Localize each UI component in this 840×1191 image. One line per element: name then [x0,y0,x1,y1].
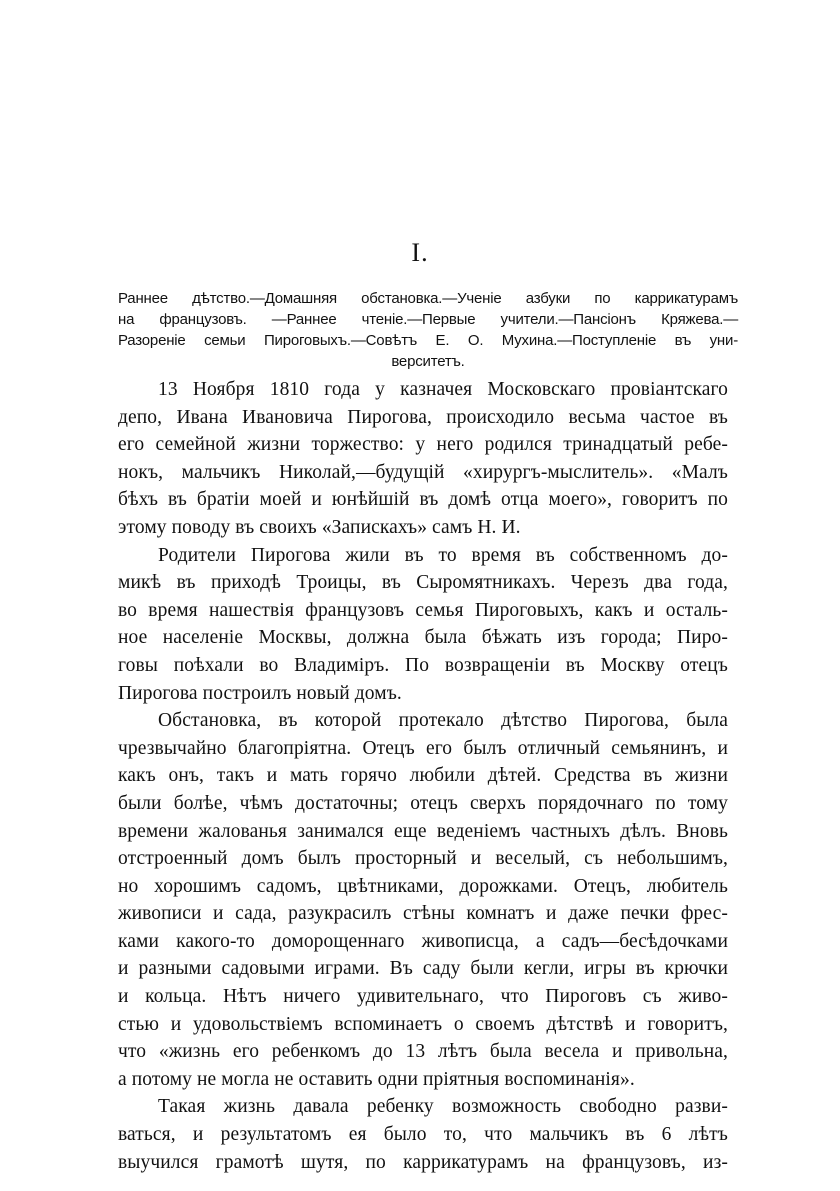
body-text [118,376,728,1176]
summary-line: верситетъ. [391,353,465,370]
text-line: микѣ въ приходѣ Троицы, въ Сыромятникахъ. Черезъ два года, [118,572,728,594]
paragraph [118,707,728,1093]
text-line: времени жалованья занимался еще веденіемъ частныхъ дѣлъ. Вновь [118,820,728,842]
text-line: ками какого-то доморощеннаго живописца, а садъ—бесѣдочками [118,930,728,952]
text-line: были болѣе, чѣмъ достаточны; отецъ сверхъ порядочнаго по тому [118,792,728,814]
text-line: ваться, и результатомъ ея было то, что мальчикъ въ 6 лѣтъ [118,1124,728,1146]
text-line: этому поводу въ своихъ «Запискахъ» самъ Н. И. [118,516,521,538]
text-line: его семейной жизни торжество: у него родился тринадцатый ребе- [118,434,728,456]
text-line: ное населеніе Москвы, должна была бѣжать изъ города; Пиро- [118,627,728,649]
text-line: отстроенный домъ былъ просторный и веселый, съ небольшимъ, [118,848,728,870]
text-line: во время нашествія французовъ семья Пироговыхъ, какъ и осталь- [118,599,728,621]
text-line: 13 Ноября 1810 года у казначея Московскаго провіантскаго [158,379,728,400]
text-line: нокъ, мальчикъ Николай,—будущій «хирургъ-мыслитель». «Малъ [118,461,728,483]
text-line: Такая жизнь давала ребенку возможность свободно разви- [158,1096,728,1118]
text-line: Пирогова построилъ новый домъ. [118,682,402,704]
paragraph [118,542,728,708]
text-line: выучился грамотѣ шутя, по каррикатурамъ на французовъ, из- [118,1151,728,1173]
summary-line: Разореніе семьи Пироговыхъ.—Совѣтъ Е. О. Мухина.—Поступленіе въ уни- [118,332,738,349]
text-line: чрезвычайно благопріятна. Отецъ его былъ отличный семьянинъ, и [118,737,728,759]
paragraph [118,1093,728,1176]
text-line: говы поѣхали во Владиміръ. По возвращеніи въ Москву отецъ [118,654,728,676]
text-line: а потому не могла не оставить одни пріятныя воспоминанія». [118,1068,635,1090]
text-line: и разными садовыми играми. Въ саду были кегли, игры въ крючки [118,958,728,980]
paragraph [118,376,728,542]
text-line: живописи и сада, разукрасилъ стѣны комнатъ и даже печки фрес- [118,903,728,925]
text-line: какъ онъ, такъ и мать горячо любили дѣтей. Средства въ жизни [118,765,728,787]
summary-line: Раннее дѣтство.—Домашняя обстановка.—Ученіе азбуки по каррикатурамъ [118,290,738,307]
text-line: что «жизнь его ребенкомъ до 13 лѣтъ была весела и привольна, [118,1041,728,1063]
text-line: бѣхъ въ братіи моей и юнѣйшій въ домѣ отца моего», говоритъ по [118,489,728,511]
text-line: но хорошимъ садомъ, цвѣтниками, дорожками. Отецъ, любитель [118,875,728,897]
text-line: и кольца. Нѣтъ ничего удивительнаго, что Пироговъ съ живо- [118,986,728,1008]
chapter-number: I. [411,238,429,267]
summary-line: на французовъ. —Раннее чтеніе.—Первые учители.—Пансіонъ Кряжева.— [118,311,738,328]
chapter-summary [118,288,738,372]
text-line: стью и удовольствіемъ вспоминаетъ о своемъ дѣтствѣ и говоритъ, [118,1013,728,1035]
text-line: Обстановка, въ которой протекало дѣтство Пирогова, была [158,710,728,732]
text-line: депо, Ивана Ивановича Пирогова, происходило весьма частое въ [118,406,728,428]
text-line: Родители Пирогова жили въ то время въ собственномъ до- [158,544,728,566]
